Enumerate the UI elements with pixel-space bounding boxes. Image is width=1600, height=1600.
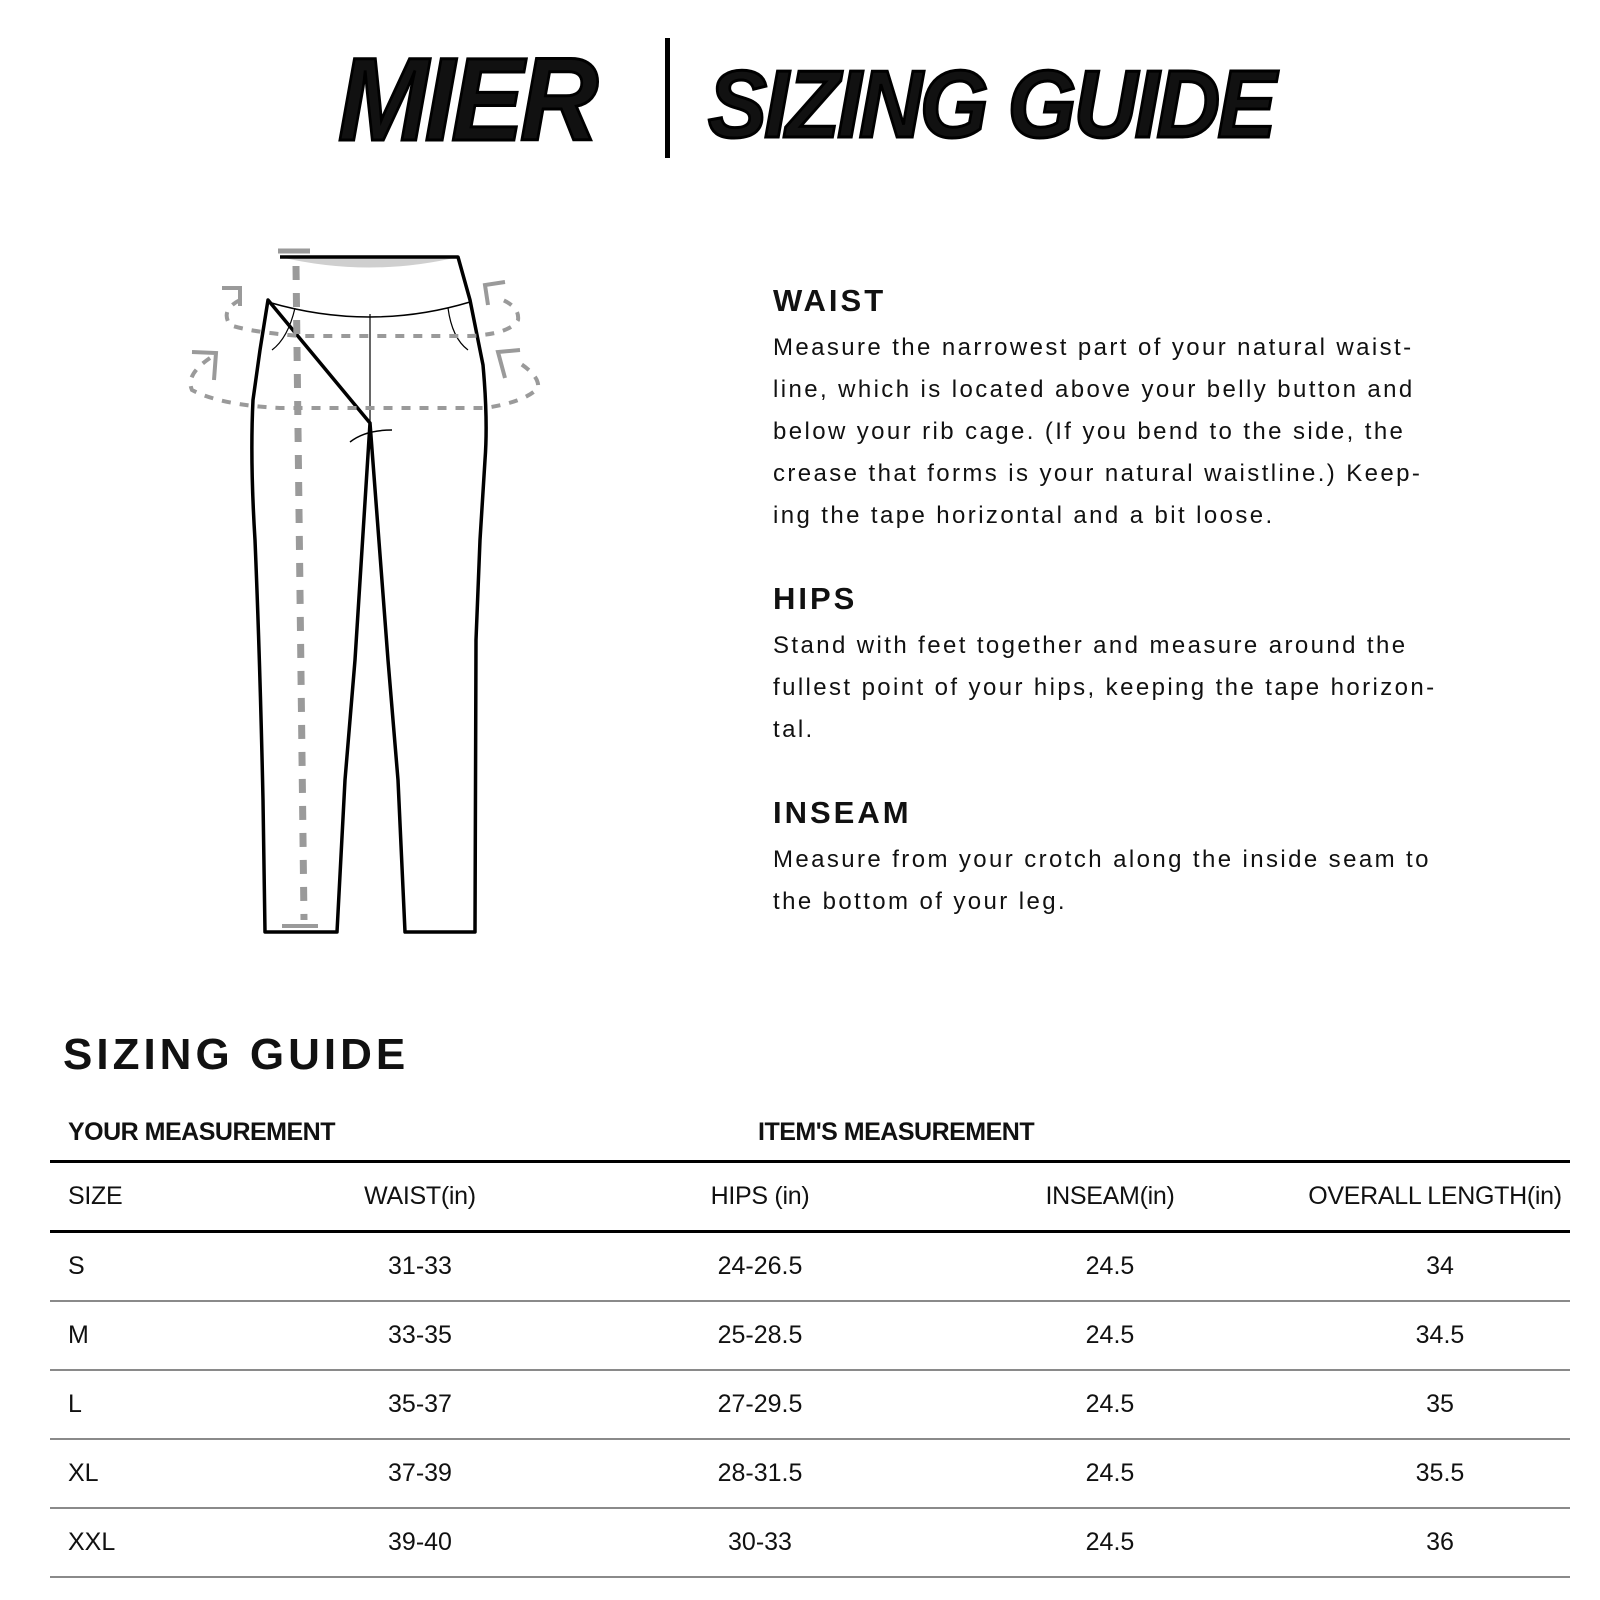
table-row <box>50 1302 1570 1369</box>
cell-overall-length: 35.5 <box>1415 1459 1465 1487</box>
guide-text-waist: Measure the narrowest part of your natural waist- line, which is located above your belly button and below your rib cage. (If you bend to the side, the crease that forms is your natural waistline.) Keep- ing the tape horizontal and a bit loose. <box>773 334 1423 529</box>
guide-waist <box>773 283 1533 537</box>
cell-inseam: 24.5 <box>1085 1321 1135 1349</box>
cell-hips: 28-31.5 <box>717 1459 803 1487</box>
cell-inseam: 24.5 <box>1085 1252 1135 1280</box>
your-measurement-label: YOUR MEASUREMENT <box>68 1118 336 1146</box>
cell-overall-length: 35 <box>1426 1390 1454 1418</box>
measurement-guide <box>773 283 1533 967</box>
leggings-icon <box>180 240 580 960</box>
column-header-overall-length: OVERALL LENGTH(in) <box>1308 1182 1562 1210</box>
cell-size: S <box>68 1252 85 1280</box>
table-row <box>50 1509 1570 1576</box>
row-divider <box>50 1576 1570 1578</box>
cell-hips: 30-33 <box>728 1528 792 1556</box>
brand-logo: MIER <box>338 34 595 166</box>
arrow-icon <box>498 350 520 378</box>
column-header-inseam: INSEAM(in) <box>1045 1182 1175 1210</box>
inseam-measure-line <box>296 266 304 920</box>
header-divider <box>665 38 670 158</box>
cell-hips: 24-26.5 <box>717 1252 803 1280</box>
leggings-outline <box>252 257 486 932</box>
sizing-table-title: SIZING GUIDE <box>63 1030 410 1079</box>
cell-waist: 35-37 <box>388 1390 452 1418</box>
table-group-labels <box>0 1118 1600 1152</box>
cell-overall-length: 36 <box>1426 1528 1454 1556</box>
cell-inseam: 24.5 <box>1085 1459 1135 1487</box>
column-header-waist: WAIST(in) <box>364 1182 476 1210</box>
table-row <box>50 1440 1570 1507</box>
cell-waist: 33-35 <box>388 1321 452 1349</box>
cell-size: M <box>68 1321 89 1349</box>
cell-size: XXL <box>68 1528 116 1556</box>
cell-size: XL <box>68 1459 99 1487</box>
guide-text-hips: Stand with feet together and measure around the fullest point of your hips, keeping the tape horizon- tal. <box>773 632 1437 743</box>
guide-heading-inseam: INSEAM <box>773 795 912 830</box>
guide-heading-hips: HIPS <box>773 581 858 616</box>
guide-heading-waist: WAIST <box>773 283 887 318</box>
sizing-table <box>50 1160 1570 1578</box>
column-header-size: SIZE <box>68 1182 123 1210</box>
guide-inseam <box>773 795 1533 923</box>
cell-size: L <box>68 1390 82 1418</box>
cell-waist: 39-40 <box>388 1528 452 1556</box>
table-header-row <box>50 1163 1570 1230</box>
cell-hips: 27-29.5 <box>717 1390 803 1418</box>
guide-text-inseam: Measure from your crotch along the inside seam to the bottom of your leg. <box>773 846 1431 915</box>
table-row <box>50 1233 1570 1300</box>
cell-waist: 31-33 <box>388 1252 452 1280</box>
arrow-icon <box>485 282 505 305</box>
cell-inseam: 24.5 <box>1085 1528 1135 1556</box>
table-row <box>50 1371 1570 1438</box>
cell-overall-length: 34.5 <box>1415 1321 1465 1349</box>
cell-hips: 25-28.5 <box>717 1321 803 1349</box>
arrow-icon <box>192 352 216 380</box>
column-header-hips: HIPS (in) <box>710 1182 810 1210</box>
guide-hips <box>773 581 1533 751</box>
item-measurement-label: ITEM'S MEASUREMENT <box>758 1118 1035 1146</box>
page-header <box>0 36 1600 166</box>
cell-overall-length: 34 <box>1426 1252 1454 1280</box>
page-title: SIZING GUIDE <box>708 51 1274 158</box>
cell-waist: 37-39 <box>388 1459 452 1487</box>
cell-inseam: 24.5 <box>1085 1390 1135 1418</box>
leggings-illustration <box>180 240 580 960</box>
